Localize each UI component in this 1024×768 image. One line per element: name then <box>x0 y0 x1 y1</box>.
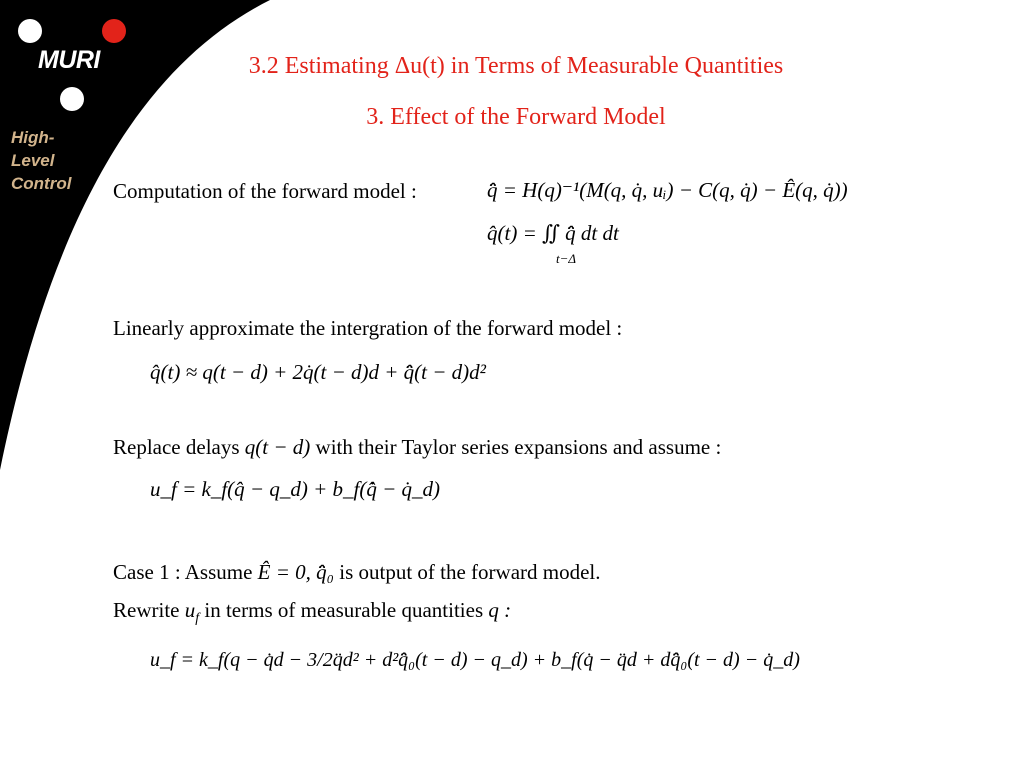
case1-line <box>113 560 601 584</box>
red-dot-icon <box>102 19 126 43</box>
sidebar-label-control: Control <box>11 174 72 193</box>
case1-condition: Ê = 0, q̂̈₀ <box>257 560 334 584</box>
muri-logo: MURI <box>38 46 100 74</box>
slide-subtitle: 3. Effect of the Forward Model <box>366 104 666 130</box>
uf-assumption-equation: u_f = k_f(q̂ − q_d) + b_f(q̂̇ − q̇_d) <box>150 477 440 501</box>
case1-post: is output of the forward model. <box>339 560 601 584</box>
rewrite-line <box>113 598 511 631</box>
forward-model-equation: q̂̈ = H(q)⁻¹(M(q, q̇, uᵢ) − C(q, q̇) − Ê(q, q̇)) <box>487 178 848 202</box>
delay-term: q(t − d) <box>244 435 311 459</box>
sidebar-label-level: Level <box>11 151 55 170</box>
uf-symbol: $u_f$ <box>184 598 200 626</box>
sidebar-label-high: High- <box>11 128 55 147</box>
section3-label-post: with their Taylor series expansions and assume : <box>315 435 722 459</box>
integral-limit: t−Δ <box>556 251 577 266</box>
section2-label: Linearly approximate the intergration of the forward model : <box>113 316 623 340</box>
white-dot-icon <box>18 19 42 43</box>
section3-label <box>113 435 721 459</box>
uf-rewrite-equation: u_f = k_f(q − q̇d − 3/2q̈d² + d²q̂̈₀(t − d) − q_d) + b_f(q̇ − q̈d + dq̂̈₀(t − d) − q̇_d) <box>150 649 800 671</box>
section1-label: Computation of the forward model : <box>113 179 417 203</box>
q-symbol: q : <box>488 598 512 622</box>
section3-label-pre: Replace delays <box>113 435 240 459</box>
linear-approx-equation: q̂(t) ≈ q(t − d) + 2q̇(t − d)d + q̂̈(t − d)d² <box>150 360 486 384</box>
case1-label: Case 1 : Assume <box>113 560 253 584</box>
rewrite-pre: Rewrite <box>113 598 180 622</box>
integration-equation: q̂(t) = ∬ q̂̈ dt dt <box>487 221 619 245</box>
rewrite-mid: in terms of measurable quantities <box>204 598 484 622</box>
slide-title: 3.2 Estimating Δu(t) in Terms of Measurable Quantities <box>248 53 784 79</box>
